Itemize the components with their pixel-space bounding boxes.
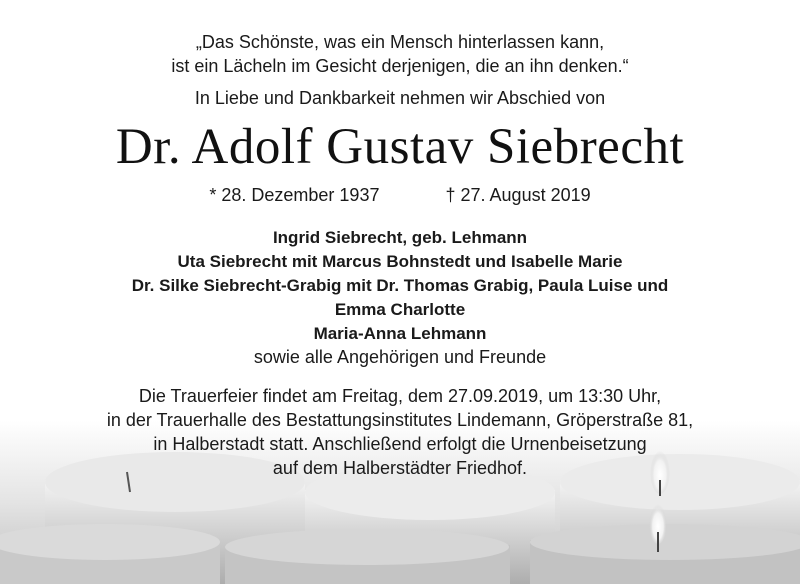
family-line-4: Emma Charlotte bbox=[334, 300, 466, 319]
relatives-line: sowie alle Angehörigen und Freunde bbox=[253, 347, 547, 367]
candle-front-middle bbox=[225, 529, 510, 584]
death-date: † 27. August 2019 bbox=[445, 185, 591, 205]
quote-line-1: „Das Schönste, was ein Mensch hinterlassen kann, bbox=[195, 32, 605, 52]
deceased-name: Dr. Adolf Gustav Siebrecht bbox=[115, 119, 685, 175]
intro-text: In Liebe und Dankbarkeit nehmen wir Abschied von bbox=[194, 88, 606, 108]
family-line-1: Ingrid Siebrecht, geb. Lehmann bbox=[272, 228, 528, 247]
life-dates bbox=[0, 185, 800, 206]
family-line-2: Uta Siebrecht mit Marcus Bohnstedt und Isabelle Marie bbox=[177, 252, 623, 271]
ceremony-line-2: in der Trauerhalle des Bestattungsinstitutes Lindemann, Gröperstraße 81, bbox=[106, 410, 694, 430]
ceremony-line-4: auf dem Halberstädter Friedhof. bbox=[272, 458, 528, 478]
ceremony-line-3: in Halberstadt statt. Anschließend erfolgt die Urnenbeisetzung bbox=[153, 434, 647, 454]
ceremony-line-1: Die Trauerfeier findet am Freitag, dem 27.09.2019, um 13:30 Uhr, bbox=[138, 386, 662, 406]
family-line-3: Dr. Silke Siebrecht-Grabig mit Dr. Thomas Grabig, Paula Luise und bbox=[131, 276, 669, 295]
family-line-5: Maria-Anna Lehmann bbox=[313, 324, 487, 343]
quote-line-2: ist ein Lächeln im Gesicht derjenigen, die an ihn denken.“ bbox=[171, 56, 629, 76]
birth-date: * 28. Dezember 1937 bbox=[209, 185, 380, 205]
candle-front-left bbox=[0, 524, 220, 584]
